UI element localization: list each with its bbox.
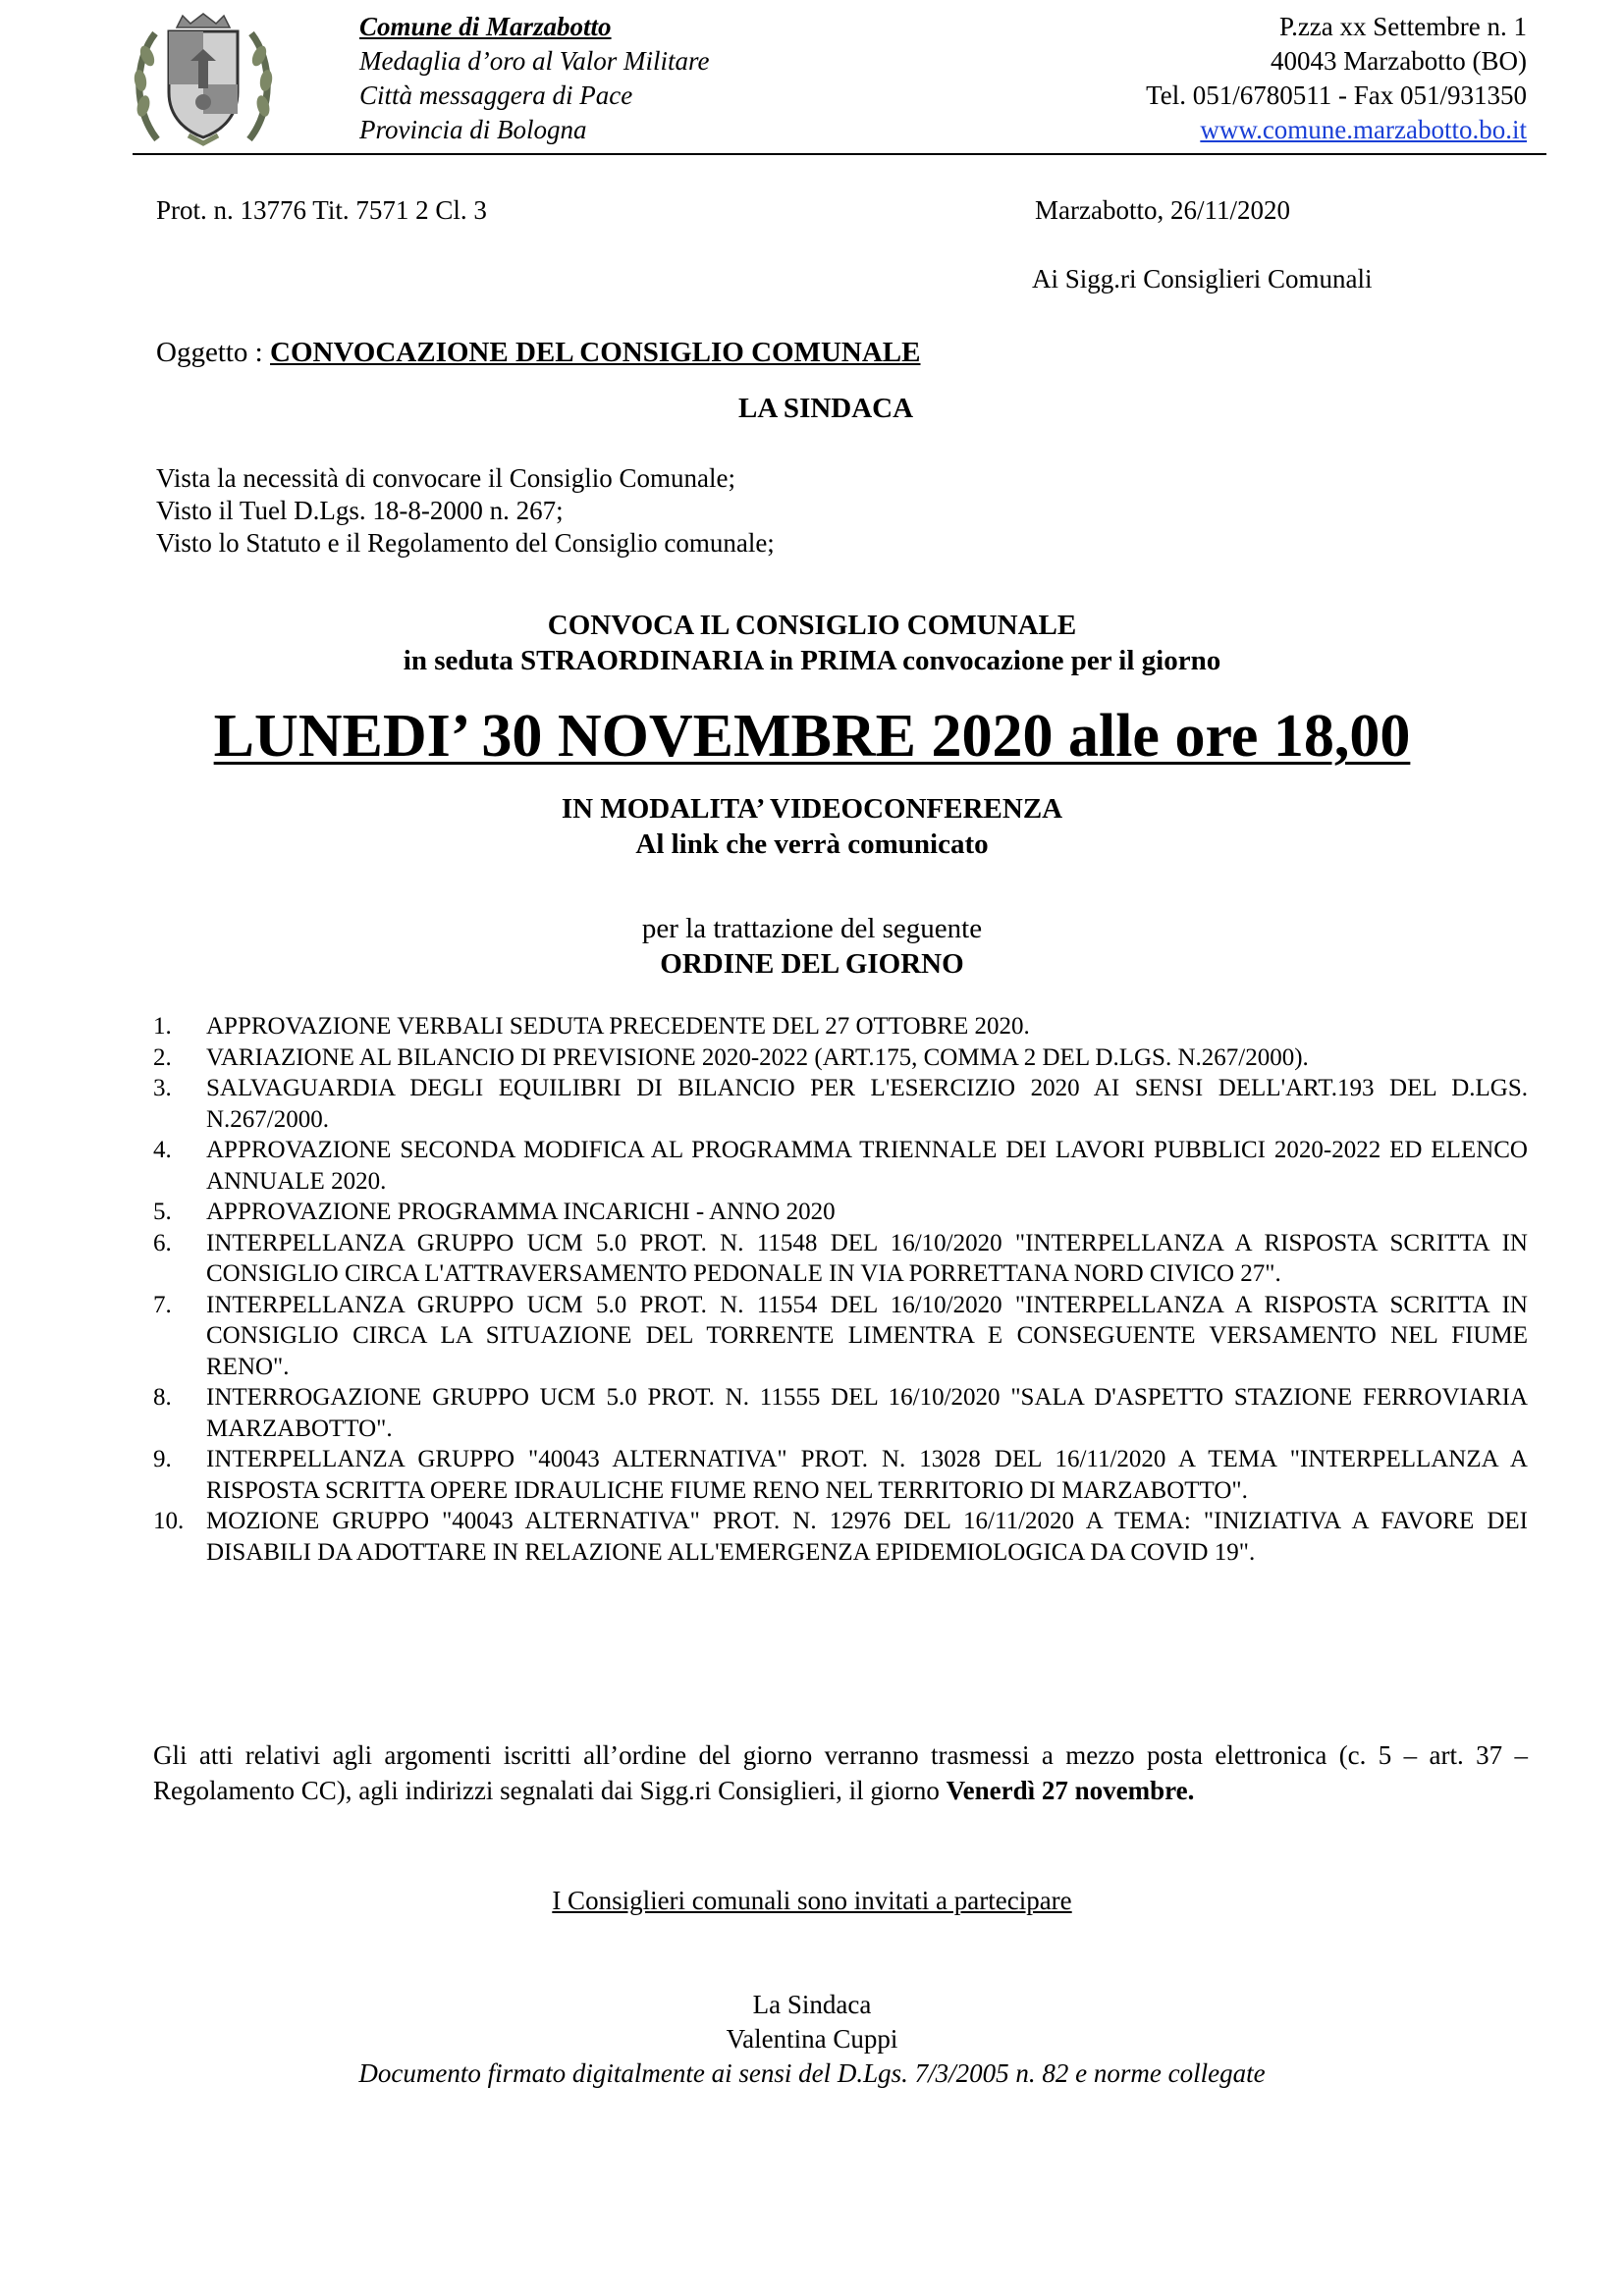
agenda-item-text: SALVAGUARDIA DEGLI EQUILIBRI DI BILANCIO PER L'ESERCIZIO 2020 AI SENSI DELL'ART.193 DEL D.LGS. N.267/2000. — [206, 1075, 1528, 1133]
agenda-item-text: VARIAZIONE AL BILANCIO DI PREVISIONE 2020-2022 (ART.175, COMMA 2 DEL D.LGS. N.267/2000). — [206, 1043, 1309, 1071]
convoca-session: in seduta STRAORDINARIA in PRIMA convocazione per il giorno — [403, 645, 1221, 676]
premises-block — [156, 462, 775, 560]
agenda-item-text: INTERPELLANZA GRUPPO UCM 5.0 PROT. N. 11554 DEL 16/10/2020 "INTERPELLANZA A RISPOSTA SCRITTA IN CONSIGLIO CIRCA LA SITUAZIONE DEL TORRENTE LIMENTRA E CONSEGUENTE VERSAMENTO NEL FIUME RENO". — [206, 1291, 1528, 1380]
agenda-item-number: 5. — [153, 1199, 172, 1225]
address-line: P.zza xx Settembre n. 1 — [1279, 12, 1527, 41]
agenda-item-number: 7. — [153, 1291, 172, 1318]
coat-of-arms-icon — [130, 12, 277, 147]
documents-note-date: Venerdì 27 novembre. — [946, 1776, 1195, 1805]
protocol-number: Prot. n. 13776 Tit. 7571 2 Cl. 3 — [156, 195, 487, 225]
agenda-list — [153, 1011, 1528, 1568]
agenda-item-number: 9. — [153, 1446, 172, 1472]
agenda-item — [153, 1011, 1528, 1042]
header-municipality — [359, 10, 709, 147]
signature-block — [0, 1988, 1624, 2091]
phone-fax-line: Tel. 051/6780511 - Fax 051/931350 — [1146, 80, 1527, 110]
convoca-block — [0, 608, 1624, 678]
subject-value: CONVOCAZIONE DEL CONSIGLIO COMUNALE — [270, 337, 921, 368]
agenda-item-number: 2. — [153, 1043, 172, 1071]
signature-digital-note: Documento firmato digitalmente ai sensi del D.Lgs. 7/3/2005 n. 82 e norme collegate — [358, 2058, 1266, 2088]
agenda-item-text: INTERPELLANZA GRUPPO "40043 ALTERNATIVA" PROT. N. 13028 DEL 16/11/2020 A TEMA "INTERPELLANZA A RISPOSTA SCRITTA OPERE IDRAULICHE FIUME RENO NEL TERRITORIO DI MARZABOTTO". — [206, 1446, 1528, 1504]
agenda-item — [153, 1444, 1528, 1506]
recipient: Ai Sigg.ri Consiglieri Comunali — [1032, 264, 1373, 294]
agenda-intro: per la trattazione del seguente — [641, 913, 983, 944]
agenda-item-text: INTERPELLANZA GRUPPO UCM 5.0 PROT. N. 11548 DEL 16/10/2020 "INTERPELLANZA A RISPOSTA SCRITTA IN CONSIGLIO CIRCA L'ATTRAVERSAMENTO PEDONALE IN VIA PORRETTANA NORD CIVICO 27". — [206, 1229, 1528, 1287]
header-contacts — [1146, 10, 1527, 147]
website-link[interactable]: www.comune.marzabotto.bo.it — [1200, 115, 1527, 144]
mode-videoconference: IN MODALITA’ VIDEOCONFERENZA — [561, 793, 1063, 825]
city-line: 40043 Marzabotto (BO) — [1271, 46, 1527, 76]
documents-note-text: Gli atti relativi agli argomenti iscritti all’ordine del giorno verranno trasmessi a mezzo posta elettronica (c. 5 – art. 37 – Regolamento CC), agli indirizzi segnalati dai Sigg.ri Consiglieri, il giorno — [153, 1740, 1528, 1805]
municipality-province: Provincia di Bologna — [359, 115, 587, 144]
meeting-mode — [0, 791, 1624, 862]
place-date: Marzabotto, 26/11/2020 — [1035, 195, 1290, 225]
mode-link-note: Al link che verrà comunicato — [635, 828, 989, 860]
agenda-item — [153, 1042, 1528, 1074]
signature-name: Valentina Cuppi — [726, 2024, 898, 2054]
agenda-item-text: APPROVAZIONE VERBALI SEDUTA PRECEDENTE DEL 27 OTTOBRE 2020. — [206, 1013, 1030, 1040]
convoca-title: CONVOCA IL CONSIGLIO COMUNALE — [547, 610, 1077, 641]
agenda-item-number: 6. — [153, 1229, 172, 1256]
invitation-line: I Consiglieri comunali sono invitati a partecipare — [552, 1886, 1072, 1915]
agenda-item-number: 8. — [153, 1384, 172, 1411]
agenda-item — [153, 1197, 1528, 1228]
agenda-item-number: 4. — [153, 1137, 172, 1163]
agenda-item — [153, 1135, 1528, 1197]
meeting-datetime: LUNEDI’ 30 NOVEMBRE 2020 alle ore 18,00 — [213, 703, 1411, 770]
premise-line: Visto il Tuel D.Lgs. 18-8-2000 n. 267; — [156, 496, 564, 525]
municipality-name: Comune di Marzabotto — [359, 12, 612, 41]
agenda-title: ORDINE DEL GIORNO — [660, 948, 964, 980]
agenda-item-text: INTERROGAZIONE GRUPPO UCM 5.0 PROT. N. 11555 DEL 16/10/2020 "SALA D'ASPETTO STAZIONE FERROVIARIA MARZABOTTO". — [206, 1384, 1528, 1442]
agenda-item — [153, 1382, 1528, 1444]
agenda-item-text: MOZIONE GRUPPO "40043 ALTERNATIVA" PROT. N. 12976 DEL 16/11/2020 A TEMA: "INIZIATIVA A FAVORE DEI DISABILI DA ADOTTARE IN RELAZIONE ALL'EMERGENZA EPIDEMIOLOGICA DA COVID 19". — [206, 1508, 1528, 1566]
subject-line — [156, 337, 920, 369]
agenda-item — [153, 1290, 1528, 1383]
agenda-item — [153, 1506, 1528, 1568]
agenda-item-number: 10. — [153, 1508, 185, 1534]
premise-line: Vista la necessità di convocare il Consiglio Comunale; — [156, 463, 735, 493]
agenda-heading — [0, 911, 1624, 982]
agenda-item — [153, 1228, 1528, 1290]
agenda-item-number: 1. — [153, 1013, 172, 1040]
premise-line: Visto lo Statuto e il Regolamento del Consiglio comunale; — [156, 528, 775, 558]
documents-note — [153, 1737, 1528, 1808]
agenda-item-text: APPROVAZIONE PROGRAMMA INCARICHI - ANNO 2020 — [206, 1199, 836, 1225]
header-divider — [133, 153, 1546, 155]
municipality-medal: Medaglia d’oro al Valor Militare — [359, 46, 710, 76]
agenda-item-number: 3. — [153, 1075, 172, 1101]
agenda-item-text: APPROVAZIONE SECONDA MODIFICA AL PROGRAMMA TRIENNALE DEI LAVORI PUBBLICI 2020-2022 ED ELENCO ANNUALE 2020. — [206, 1137, 1528, 1195]
signature-role: La Sindaca — [752, 1990, 872, 2019]
authority-title: LA SINDACA — [738, 393, 914, 424]
municipality-peace: Città messaggera di Pace — [359, 80, 633, 110]
agenda-item — [153, 1073, 1528, 1135]
subject-label: Oggetto : — [156, 337, 270, 368]
